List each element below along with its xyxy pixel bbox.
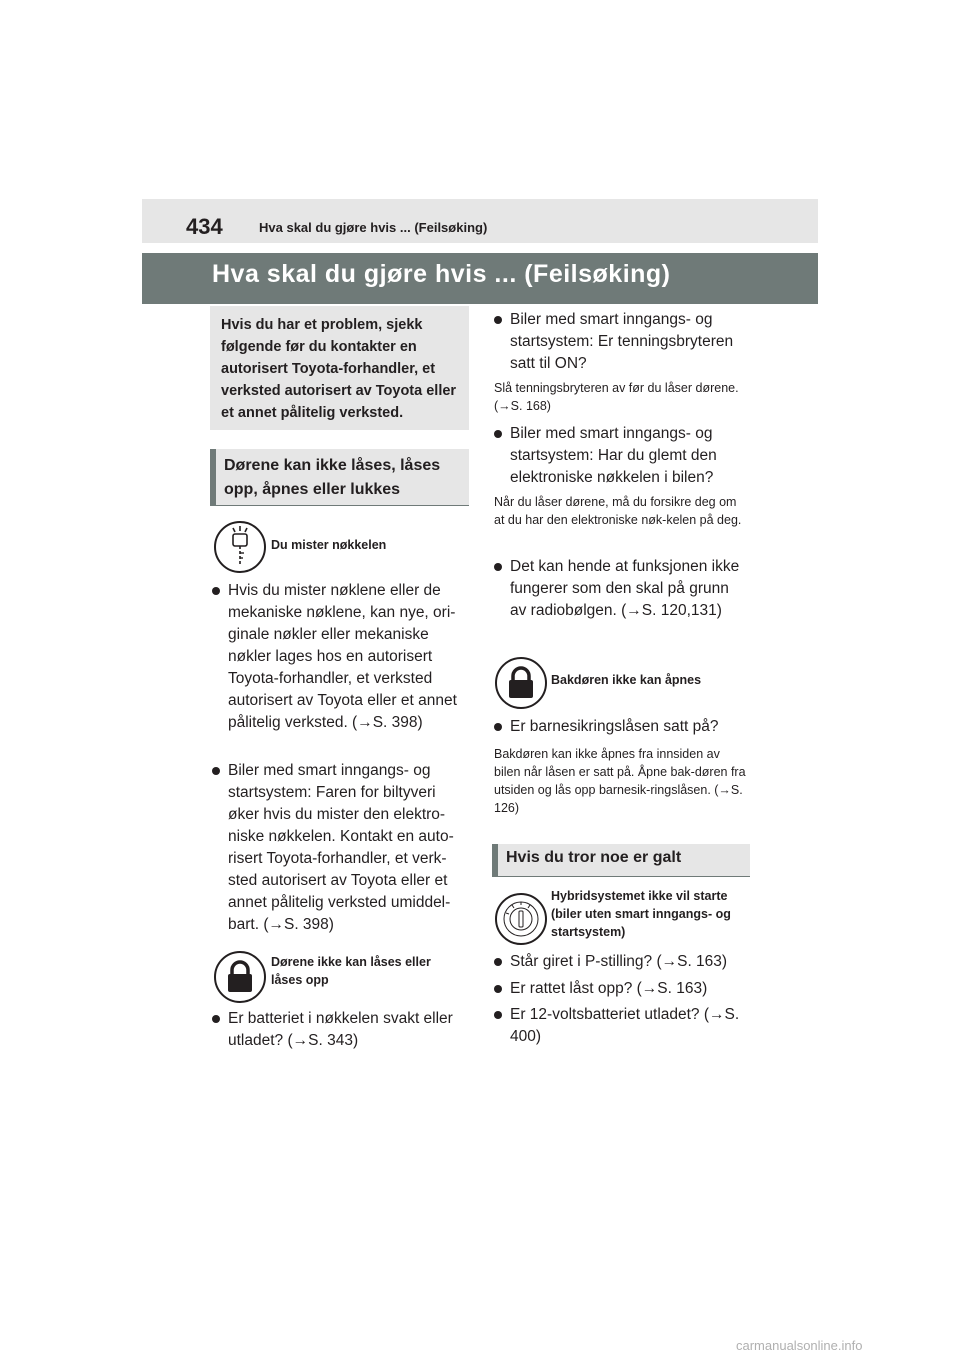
- watermark: carmanualsonline.info: [736, 1338, 863, 1353]
- sub-label-doors-lock: Dørene ikke kan låses eller låses opp: [271, 955, 431, 987]
- list-item: Er 12-voltsbatteriet utladet? (→S. 400): [494, 1004, 748, 1048]
- list-item: Er batteriet i nøkkelen svakt eller utladet? (→S. 343): [212, 1008, 468, 1052]
- list-item: Er rattet låst opp? (→S. 163): [494, 978, 748, 1000]
- note-text: Slå tenningsbryteren av før du låser dørene. (→S. 168): [494, 381, 739, 413]
- list-item: Hvis du mister nøklene eller de mekaniske nøklene, kan nye, ori-ginale nøkler eller mekaniske nøkler lages hos en autorisert Toyota-forhandler, et verksted autorisert av Toyota eller et annet pålitelig verksted. (→S. 398): [212, 580, 468, 734]
- list-item: Biler med smart inngangs- og startsystem: Er tenningsbryteren satt til ON?: [494, 309, 748, 375]
- intro-text: Hvis du har et problem, sjekk følgende før du kontakter en autorisert Toyota-forhandler, et verksted autorisert av Toyota eller et annet pålitelig verksted.: [221, 317, 457, 421]
- key-icon: [214, 521, 266, 573]
- list-item: Biler med smart inngangs- og startsystem: Faren for biltyveri øker hvis du mister den elektro-niske nøkkelen. Kontakt en auto-risert Toyota-forhandler, et verk-sted autorisert av Toyota eller et annet pålitelig verksted umiddel-bart. (→S. 398): [212, 760, 468, 936]
- note-text: Bakdøren kan ikke åpnes fra innsiden av bilen når låsen er satt på. Åpne bak-døren fra utsiden og lås opp barnesik-ringslåsen. (→S. 126): [494, 747, 746, 815]
- lock-icon: [214, 951, 266, 1003]
- page-title: Hva skal du gjøre hvis ... (Feilsøking): [212, 260, 671, 288]
- sub-label-back-door: Bakdøren ikke kan åpnes: [551, 673, 702, 687]
- section-heading-something-wrong: Hvis du tror noe er galt: [492, 844, 750, 877]
- ignition-switch-icon: [495, 893, 547, 945]
- list-item: Biler med smart inngangs- og startsystem: Har du glemt den elektroniske nøkkelen i bilen?: [494, 423, 748, 489]
- sub-label-lost-key: Du mister nøkkelen: [271, 538, 387, 552]
- section-heading-doors: Dørene kan ikke låses, låses opp, åpnes eller lukkes: [210, 449, 469, 506]
- running-head: Hva skal du gjøre hvis ... (Feilsøking): [259, 220, 488, 235]
- page-number: 434: [186, 214, 223, 239]
- list-item: Står giret i P-stilling? (→S. 163): [494, 951, 748, 973]
- note-text: Når du låser dørene, må du forsikre deg om at du har den elektroniske nøk-kelen på deg.: [494, 495, 742, 527]
- lock-icon: [495, 657, 547, 709]
- list-item: Er barnesikringslåsen satt på?: [494, 716, 748, 738]
- list-item: Det kan hende at funksjonen ikke fungerer som den skal på grunn av radiobølgen. (→S. 120,131): [494, 556, 748, 622]
- sub-label-hybrid-start: Hybridsystemet ikke vil starte (biler uten smart inngangs- og startsystem): [551, 889, 731, 939]
